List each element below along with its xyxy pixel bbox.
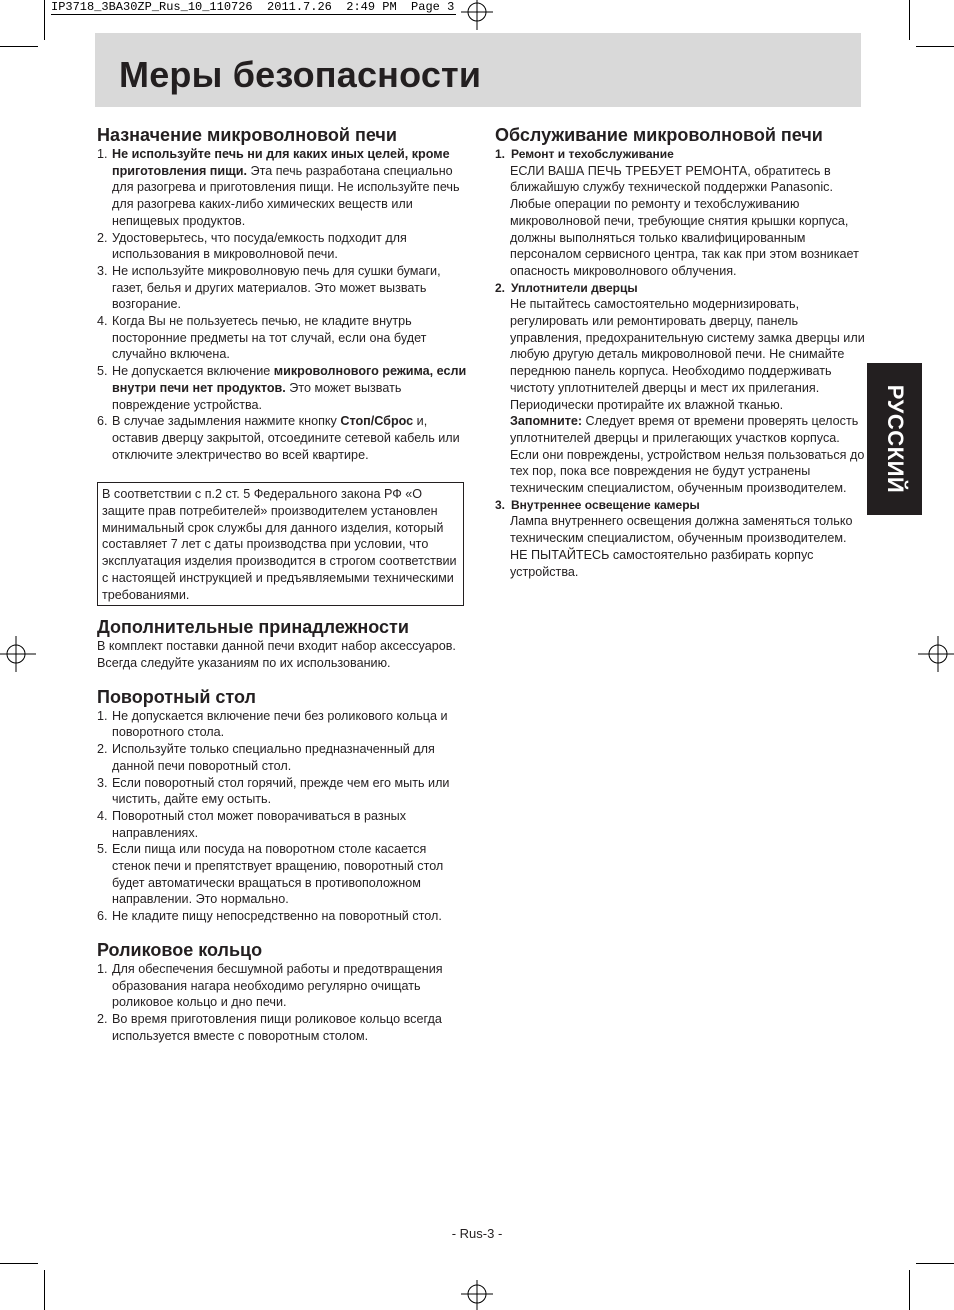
subsection-title-text: Уплотнители дверцы: [511, 280, 638, 295]
print-slug: IP3718_3BA30ZP_Rus_10_110726 2011.7.26 2:49 PM Page 3: [51, 0, 455, 14]
list-item: [97, 1011, 467, 1044]
item-number: 4.: [97, 808, 108, 823]
subsection-body: ЕСЛИ ВАША ПЕЧЬ ТРЕБУЕТ РЕМОНТА, обратитесь в ближайшую службу технической поддержки Panasonic. Любые операции по ремонту и техобслуживанию микроволновой печи, требующие снятия крышки корпуса, должны выполняться только квалифицированным персоналом сервисного центра, так как при этом возникает опасность микроволнового облучения.: [510, 163, 859, 278]
right-column: [495, 124, 865, 580]
subsection-number: 2.: [495, 280, 506, 295]
registration-mark-icon: [914, 634, 954, 674]
item-number: 6.: [97, 414, 108, 429]
crop-mark: [44, 0, 45, 40]
title-bar: [95, 33, 861, 107]
crop-mark: [916, 1263, 954, 1264]
turntable-list: [97, 708, 467, 925]
accessories-text: В комплект поставки данной печи входит набор аксессуаров. Всегда следуйте указаниям по их использованию.: [97, 639, 456, 670]
list-item: [97, 363, 467, 413]
section-heading-roller-ring: Роликовое кольцо: [97, 939, 263, 960]
list-item: [97, 313, 467, 363]
crop-mark: [916, 46, 954, 47]
list-item: [97, 230, 467, 263]
subsection-body: Лампа внутреннего освещения должна заменяться только техническим специалистом, обученным производителем. НЕ ПЫТАЙТЕСЬ самостоятельно разбирать корпус устройства.: [510, 514, 853, 579]
subsection-title: [495, 146, 865, 163]
item-text: Поворотный стол может поворачиваться в разных направлениях.: [112, 808, 407, 840]
item-text: Если пища или посуда на поворотном столе касается стенок печи и препятствует вращению, поворотный стол будет автоматически вращаться в противоположном направлении. Это нормально.: [112, 842, 444, 907]
crop-mark: [909, 1270, 910, 1310]
item-number: 2.: [97, 742, 108, 757]
item-bold-text: Стоп/Сброс: [340, 414, 414, 429]
item-bold-text: Не используйте печь ни для каких иных целей, кроме приготовления пищи.: [112, 147, 450, 178]
item-text: Удостоверьтесь, что посуда/емкость подходит для использования в микроволновой печи.: [112, 230, 407, 262]
section-heading-purpose: Назначение микроволновой печи: [97, 125, 397, 145]
crop-mark: [909, 0, 910, 40]
item-number: 1.: [97, 708, 108, 723]
list-item: [97, 708, 467, 741]
list-item: [97, 263, 467, 313]
service-life-notice: В соответствии с п.2 ст. 5 Федерального закона РФ «О защите прав потребителей» производителем установлен минимальный срок службы для данного изделия, который составляет 7 лет с даты производства при условии, что эксплуатация изделия производится в строгом соответствии с настоящей инструкцией и предъявляемыми техническими требованиями.: [97, 482, 464, 606]
language-tab: [867, 363, 922, 515]
crop-mark: [0, 46, 38, 47]
item-number: 5.: [97, 364, 108, 379]
subsection-number: 3.: [495, 497, 506, 512]
section-heading-service: Обслуживание микроволновой печи: [495, 125, 823, 145]
list-item: [97, 808, 467, 841]
page-title: Меры безопасности: [119, 54, 482, 95]
note-text: Следует время от времени проверять целость уплотнителей дверцы и прилегающих участков корпуса. Если они повреждены, устройством нельзя пользоваться до тех пор, пока все повреждения не будут устранены техническим специалистом, обученным производителем.: [510, 414, 865, 496]
section-heading-accessories: Дополнительные принадлежности: [97, 617, 409, 638]
purpose-list: [97, 146, 467, 463]
item-number: 1.: [97, 147, 108, 161]
item-text: Это может вызвать повреждение устройства.: [112, 380, 402, 412]
item-text: Для обеспечения бесшумной работы и предотвращения образования нагара необходимо регулярно очищать роликовое кольцо и дно печи.: [112, 961, 443, 1010]
registration-mark-icon: [0, 634, 40, 674]
list-item: [97, 775, 467, 808]
crop-mark: [44, 1270, 45, 1310]
item-text: Не допускается включение: [112, 364, 274, 379]
subsection-title-text: Ремонт и техобслуживание: [511, 147, 674, 161]
section-heading-turntable: Поворотный стол: [97, 686, 256, 707]
item-text: Не кладите пищу непосредственно на поворотный стол.: [112, 909, 442, 924]
subsection-note: [495, 413, 865, 497]
item-number: 6.: [97, 909, 108, 924]
left-column: [97, 124, 467, 1044]
item-text: Когда Вы не пользуетесь печью, не кладите внутрь посторонние предметы на тот случай, если она будет случайно включена.: [112, 314, 427, 362]
page-number: - Rus-3 -: [451, 1226, 503, 1241]
subsection-title: [495, 280, 865, 297]
item-text: Если поворотный стол горячий, прежде чем его мыть или чистить, дайте ему остыть.: [112, 775, 450, 807]
list-item: [97, 841, 467, 908]
registration-mark-icon: [457, 0, 497, 30]
item-number: 2.: [97, 1011, 108, 1026]
subsection-body: Не пытайтесь самостоятельно модернизировать, регулировать или ремонтировать дверцу, панель управления, предохранительную систему замка дверцы или любую другую деталь микроволновой печи. Не снимайте переднюю панель корпуса. Необходимо поддерживать чистоту уплотнителей дверцы и мест их прилегания. Периодически протирайте их влажной тканью.: [510, 297, 865, 412]
subsection-title-text: Внутреннее освещение камеры: [511, 497, 700, 512]
item-number: 2.: [97, 230, 108, 245]
item-bold-text: микроволнового режима, если внутри печи нет продуктов.: [112, 364, 467, 395]
list-item: [97, 961, 467, 1011]
item-text: Во время приготовления пищи роликовое кольцо всегда используется вместе с поворотным столом.: [112, 1011, 442, 1043]
item-text: Используйте только специально предназначенный для данной печи поворотный стол.: [112, 742, 435, 773]
list-item: [97, 741, 467, 774]
registration-mark-icon: [457, 1280, 497, 1310]
item-number: 5.: [97, 842, 108, 857]
item-text: Не используйте микроволновую печь для сушки бумаги, газет, белья и других материалов. Это может вызвать возгорание.: [112, 263, 441, 312]
item-text: и, оставив дверцу закрытой, отсоедините сетевой кабель или отключите электричество во всей квартире.: [112, 414, 460, 462]
item-text: Эта печь разработана специально для разогрева и приготовления пищи. Не используйте печь для разогрева каких-либо химических веществ или непищевых продуктов.: [112, 163, 460, 228]
list-item: [97, 146, 467, 230]
item-number: 3.: [97, 775, 108, 790]
item-number: 1.: [97, 961, 108, 976]
item-number: 4.: [97, 314, 108, 329]
list-item: [97, 908, 467, 925]
item-text: Не допускается включение печи без роликового кольца и поворотного стола.: [112, 708, 448, 740]
item-text: В случае задымления нажмите кнопку: [112, 414, 341, 429]
roller-ring-list: [97, 961, 467, 1045]
item-number: 3.: [97, 263, 108, 278]
note-label: Запомните:: [510, 414, 583, 429]
subsection-title: [495, 497, 865, 514]
list-item: [97, 413, 467, 463]
crop-mark: [0, 1263, 38, 1264]
language-tab-label: РУССКИЙ: [882, 384, 908, 494]
subsection-number: 1.: [495, 147, 506, 161]
